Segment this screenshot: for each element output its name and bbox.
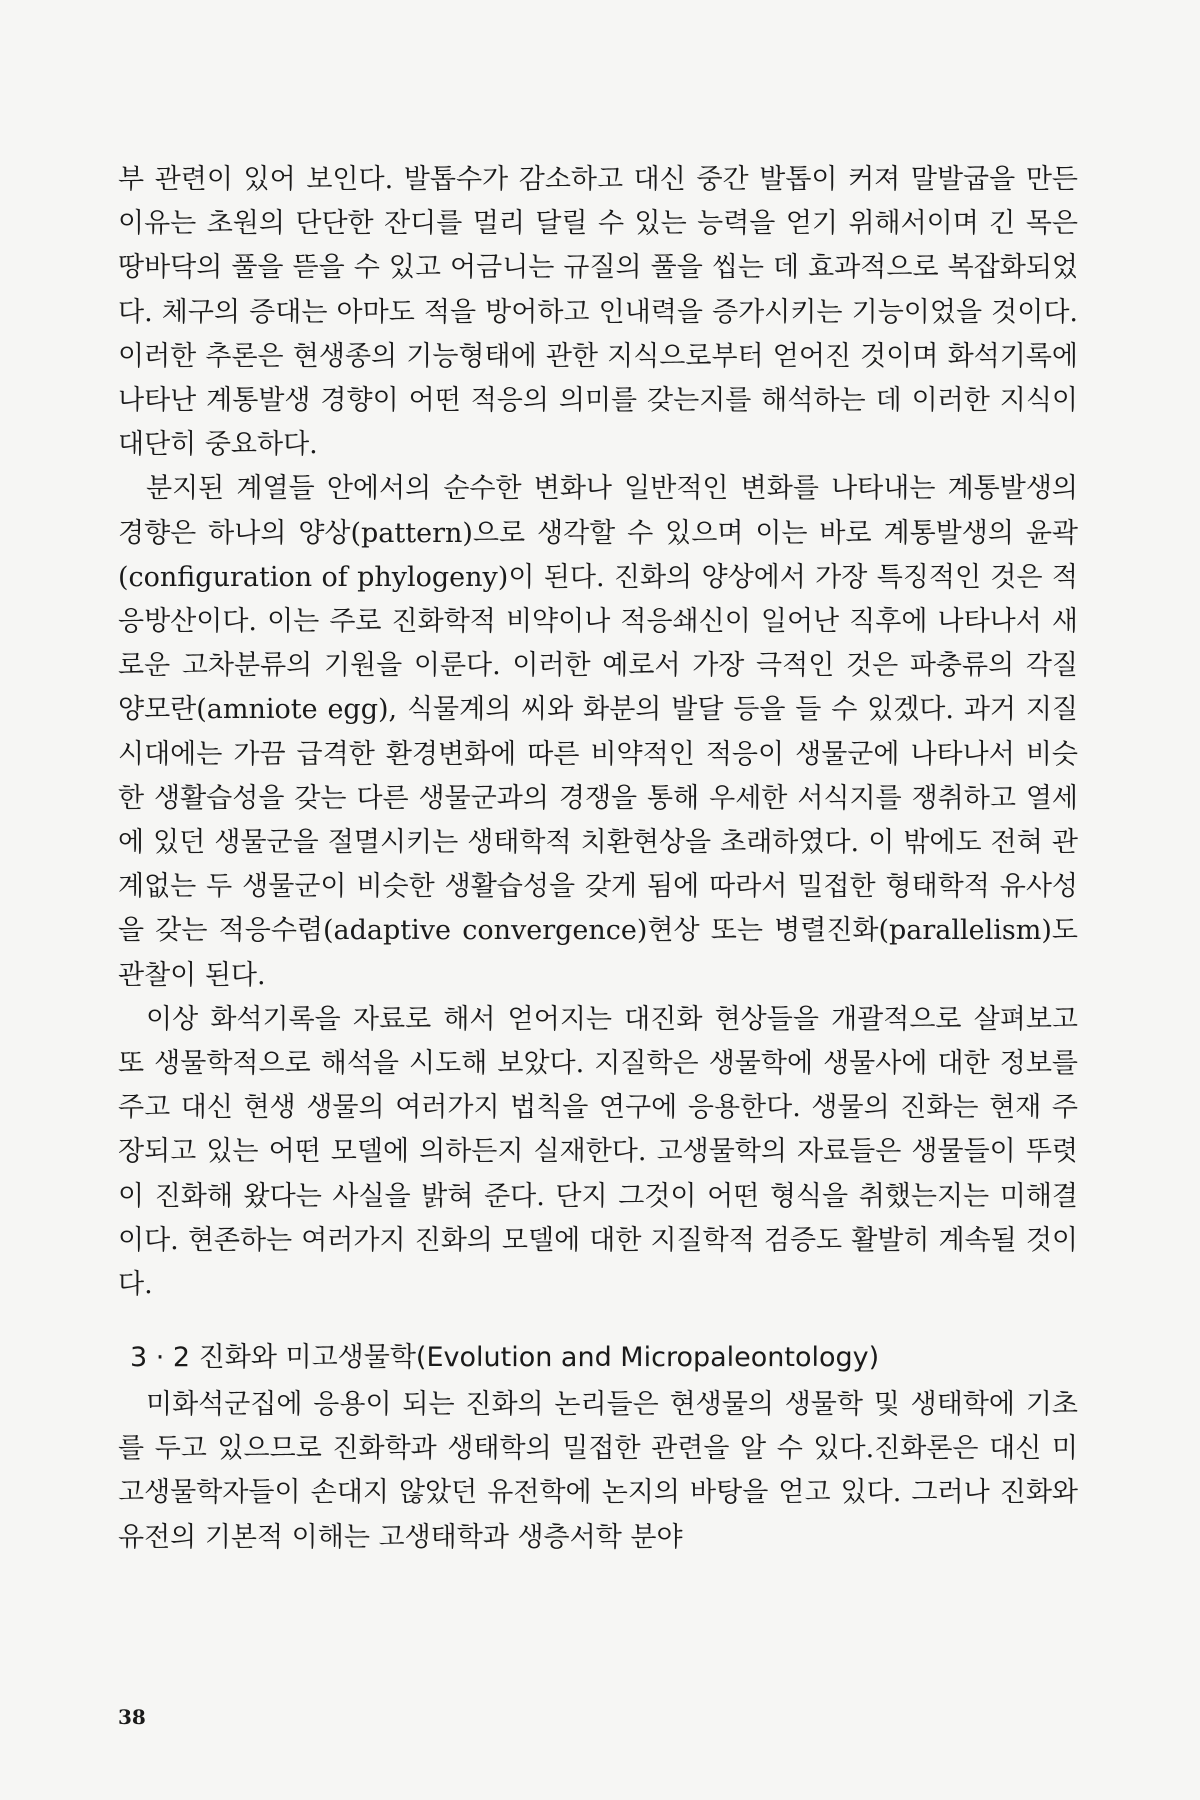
section-body-text: [118, 1383, 1078, 1560]
section-heading: 3 · 2 진화와 미고생물학(Evolution and Micropaleontology): [130, 1342, 880, 1373]
paragraph-phylogeny-pattern: 분지된 계열들 안에서의 순수한 변화나 일반적인 변화를 나타내는 계통발생의 경향은 하나의 양상(pattern)으로 생각할 수 있으며 이는 바로 계통발생의 윤곽(configuration of phylogeny)이 된다. 진화의 양상에서 가장 특징적인 것은 적응방산이다. 이는 주로 진화학적 비약이나 적응쇄신이 일어난 직후에 나타나서 새로운 고차분류의 기원을 이룬다. 이러한 예로서 가장 극적인 것은 파충류의 각질 양모란(amniote egg), 식물계의 씨와 화분의 발달 등을 들 수 있겠다. 과거 지질시대에는 가끔 급격한 환경변화에 따른 비약적인 적응이 생물군에 나타나서 비슷한 생활습성을 갖는 다른 생물군과의 경쟁을 통해 우세한 서식지를 쟁취하고 열세에 있던 생물군을 절멸시키는 생태학적 치환현상을 초래하였다. 이 밖에도 전혀 관계없는 두 생물군이 비슷한 생활습성을 갖게 됨에 따라서 밀접한 형태학적 유사성을 갖는 적응수렴(adaptive convergence)현상 또는 병렬진화(parallelism)도 관찰이 된다.: [118, 473, 1078, 991]
paragraph-continuation: 부 관련이 있어 보인다. 발톱수가 감소하고 대신 중간 발톱이 커져 말발굽을 만든 이유는 초원의 단단한 잔디를 멀리 달릴 수 있는 능력을 얻기 위해서이며 긴 목은 땅바닥의 풀을 뜯을 수 있고 어금니는 규질의 풀을 씹는 데 효과적으로 복잡화되었다. 체구의 증대는 아마도 적을 방어하고 인내력을 증가시키는 기능이었을 것이다. 이러한 추론은 현생종의 기능형태에 관한 지식으로부터 얻어진 것이며 화석기록에 나타난 계통발생 경향이 어떤 적응의 의미를 갖는지를 해석하는 데 이러한 지식이 대단히 중요하다.: [118, 164, 1078, 461]
page-number: 38: [118, 1705, 146, 1729]
paragraph-section-intro: 미화석군집에 응용이 되는 진화의 논리들은 현생물의 생물학 및 생태학에 기초를 두고 있으므로 진화학과 생태학의 밀접한 관련을 알 수 있다.진화론은 대신 미고생물학자들이 손대지 않았던 유전학에 논지의 바탕을 얻고 있다. 그러나 진화와 유전의 기본적 이해는 고생태학과 생층서학 분야: [118, 1389, 1078, 1553]
body-text: [118, 158, 1078, 1307]
paragraph-summary: 이상 화석기록을 자료로 해서 얻어지는 대진화 현상들을 개괄적으로 살펴보고 또 생물학적으로 해석을 시도해 보았다. 지질학은 생물학에 생물사에 대한 정보를 주고 대신 현생 생물의 여러가지 법칙을 연구에 응용한다. 생물의 진화는 현재 주장되고 있는 어떤 모델에 의하든지 실재한다. 고생물학의 자료들은 생물들이 뚜렷이 진화해 왔다는 사실을 밝혀 준다. 단지 그것이 어떤 형식을 취했는지는 미해결이다. 현존하는 여러가지 진화의 모델에 대한 지질학적 검증도 활발히 계속될 것이다.: [118, 1003, 1078, 1301]
